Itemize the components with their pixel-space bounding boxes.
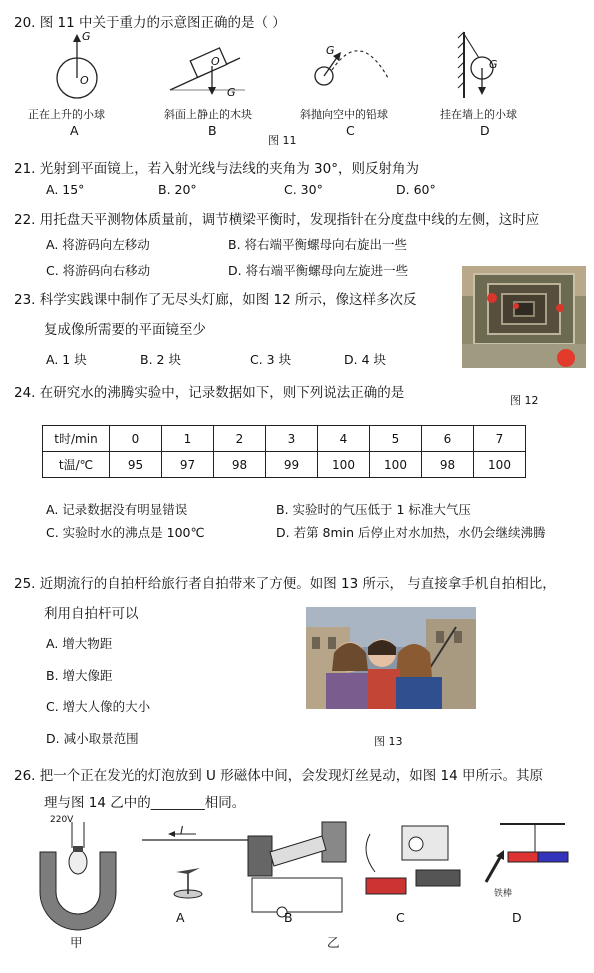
time-cell: 7 — [474, 426, 526, 452]
selfie-stick-photo — [306, 607, 476, 709]
q20-letter-c: C — [346, 123, 355, 138]
temperature-cell: 99 — [266, 452, 318, 478]
o-label-b: O — [211, 55, 220, 68]
g-label-d: G — [489, 58, 498, 71]
temperature-cell: 100 — [318, 452, 370, 478]
q26-text-line1: 26. 把一个正在发光的灯泡放到 U 形磁体中间，会发现灯丝晃动，如图 14 甲所示。其原 — [14, 768, 543, 784]
q25-option-a: A. 增大物距 — [46, 636, 113, 651]
time-cell: 4 — [318, 426, 370, 452]
oersted-experiment-diagram — [142, 831, 252, 898]
q23-text-line2: 复成像所需要的平面镜至少 — [44, 322, 206, 338]
boiling-data-table — [42, 425, 526, 478]
figure-11-label: 图 11 — [268, 134, 297, 147]
q25-option-b: B. 增大像距 — [46, 668, 113, 683]
q25-text-line2: 利用自拍杆可以 — [44, 606, 139, 622]
q24-option-d: D. 若第 8min 后停止对水加热，水仍会继续沸腾 — [276, 525, 546, 540]
q22-option-d: D. 将右端平衡螺母向左旋进一些 — [228, 263, 409, 278]
yi-label: 乙 — [327, 935, 340, 950]
q23-option-c: C. 3 块 — [250, 352, 292, 367]
q26-letter-a: A — [176, 910, 185, 925]
q24-text: 24. 在研究水的沸腾实验中，记录数据如下，则下列说法正确的是 — [14, 385, 405, 401]
q25-text-line1: 25. 近期流行的自拍杆给旅行者自拍带来了方便。如图 13 所示， 与直接拿手机自拍相比， — [14, 576, 556, 592]
electromagnetic-induction-diagram — [366, 826, 460, 894]
figure-13-label: 图 13 — [374, 735, 403, 748]
temperature-header: t温/℃ — [43, 452, 110, 478]
ball-rising-diagram — [57, 34, 97, 98]
q23-option-d: D. 4 块 — [344, 352, 386, 367]
q26-letter-d: D — [512, 910, 522, 925]
q22-option-a: A. 将游码向左移动 — [46, 237, 150, 252]
temperature-cell: 100 — [474, 452, 526, 478]
g-label-b: G — [227, 86, 236, 99]
g-label-a: G — [82, 30, 91, 43]
temperature-cell: 95 — [110, 452, 162, 478]
g-label-c: G — [326, 44, 335, 57]
ball-on-wall-diagram — [458, 32, 493, 98]
time-cell: 0 — [110, 426, 162, 452]
q25-option-c: C. 增大人像的大小 — [46, 699, 151, 714]
q24-option-b: B. 实验时的气压低于 1 标准大气压 — [276, 502, 471, 517]
q25-option-d: D. 减小取景范围 — [46, 731, 139, 746]
q23-option-a: A. 1 块 — [46, 352, 87, 367]
q23-text-line1: 23. 科学实践课中制作了无尽头灯廊，如图 12 所示，像这样多次反 — [14, 292, 417, 308]
time-cell: 5 — [370, 426, 422, 452]
jia-label: 甲 — [70, 935, 83, 950]
q21-option-a: A. 15° — [46, 182, 85, 197]
temperature-cell: 100 — [370, 452, 422, 478]
q21-option-d: D. 60° — [396, 182, 436, 197]
q20-letter-b: B — [208, 123, 217, 138]
q24-option-c: C. 实验时水的沸点是 100℃ — [46, 525, 205, 540]
time-header: t时/min — [43, 426, 110, 452]
q22-text: 22. 用托盘天平测物体质量前，调节横梁平衡时，发现指针在分度盘中线的左侧，这时应 — [14, 212, 540, 228]
q20-caption-a: 正在上升的小球 — [28, 108, 105, 121]
q26-letter-b: B — [284, 910, 293, 925]
time-row — [43, 426, 526, 452]
q26-text-line2: 理与图 14 乙中的________相同。 — [44, 795, 246, 811]
current-label: I — [180, 824, 184, 837]
figure-12-label: 图 12 — [510, 394, 539, 407]
q24-option-a: A. 记录数据没有明显错误 — [46, 502, 188, 517]
q23-option-b: B. 2 块 — [140, 352, 181, 367]
q20-text: 20. 图 11 中关于重力的示意图正确的是（ ） — [14, 15, 286, 31]
q20-caption-c: 斜抛向空中的铅球 — [300, 108, 388, 121]
q21-option-b: B. 20° — [158, 182, 197, 197]
temperature-cell: 98 — [422, 452, 474, 478]
iron-rod-magnet-diagram — [486, 824, 568, 882]
q20-letter-d: D — [480, 123, 490, 138]
q22-option-b: B. 将右端平衡螺母向右旋出一些 — [228, 237, 408, 252]
time-cell: 6 — [422, 426, 474, 452]
temperature-row — [43, 452, 526, 478]
q26-figures — [30, 812, 570, 942]
q21-text: 21. 光射到平面镜上，若入射光线与法线的夹角为 30°，则反射角为 — [14, 161, 419, 177]
temperature-cell: 97 — [162, 452, 214, 478]
motor-diagram — [248, 822, 346, 917]
q26-letter-c: C — [396, 910, 405, 925]
time-cell: 3 — [266, 426, 318, 452]
q21-option-c: C. 30° — [284, 182, 323, 197]
q20-caption-b: 斜面上静止的木块 — [164, 108, 252, 121]
temperature-cell: 98 — [214, 452, 266, 478]
light-corridor-photo — [462, 266, 586, 368]
iron-rod-label: 铁棒 — [494, 889, 513, 899]
q20-caption-d: 挂在墙上的小球 — [440, 108, 517, 121]
bulb-in-u-magnet-diagram — [40, 822, 116, 930]
q22-option-c: C. 将游码向右移动 — [46, 263, 151, 278]
time-cell: 1 — [162, 426, 214, 452]
o-label-a: O — [80, 74, 89, 87]
time-cell: 2 — [214, 426, 266, 452]
q20-letter-a: A — [70, 123, 79, 138]
voltage-label: 220V — [50, 815, 74, 825]
